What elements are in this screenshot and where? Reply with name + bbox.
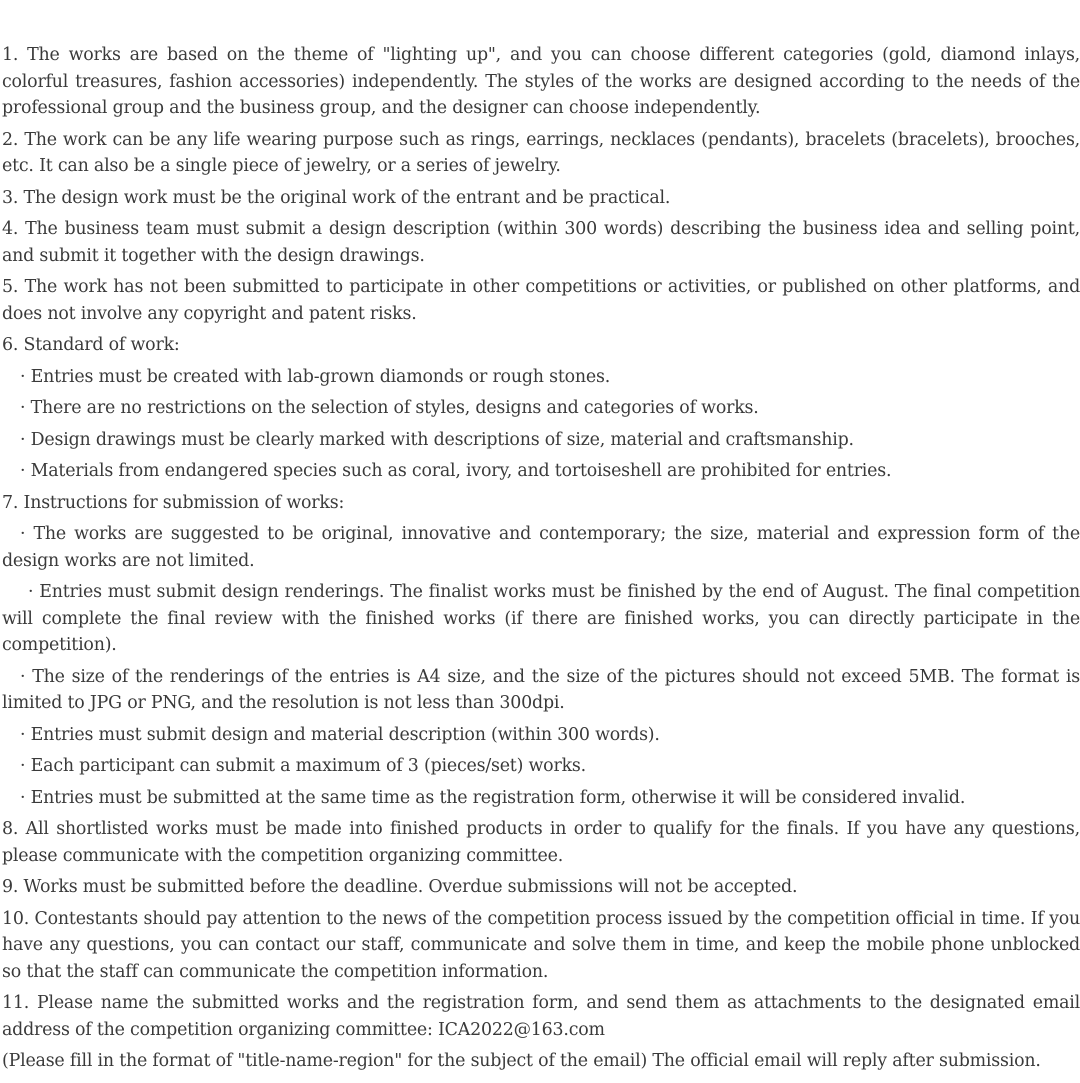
rule-item-7-bullet: · The size of the renderings of the entries is A4 size, and the size of the pictures should not exceed 5MB. The format is limited to JPG or PNG, and the resolution is not less than 300dpi. <box>2 666 1080 713</box>
rule-item-7-bullet: · Entries must submit design renderings. The finalist works must be finished by the end of August. The final competition will complete the final review with the finished works (if there are finished works, you can directly participate in the competition). <box>2 582 1080 655</box>
rule-item-11: 11. Please name the submitted works and the registration form, and send them as attachments to the designated email address of the competition organizing committee: ICA2022@163.com <box>2 993 1080 1040</box>
rule-item-1: 1. The works are based on the theme of "lighting up", and you can choose different categories (gold, diamond inlays, colorful treasures, fashion accessories) independently. The styles of the works are designed according to the needs of the professional group and the business group, and the designer can choose independently. <box>2 45 1080 118</box>
rule-item-5: 5. The work has not been submitted to participate in other competitions or activities, or published on other platforms, and does not involve any copyright and patent risks. <box>2 277 1080 324</box>
rule-item-7-heading: 7. Instructions for submission of works: <box>2 492 345 513</box>
rule-item-6-bullet: · There are no restrictions on the selection of styles, designs and categories of works. <box>20 398 759 418</box>
rule-item-6-bullet: · Materials from endangered species such as coral, ivory, and tortoiseshell are prohibited for entries. <box>20 461 892 481</box>
rules-document <box>2 42 1080 1075</box>
rule-item-7-bullet: · Entries must submit design and material description (within 300 words). <box>20 724 660 745</box>
rule-item-6-heading: 6. Standard of work: <box>2 335 180 355</box>
rule-item-10: 10. Contestants should pay attention to the news of the competition process issued by the competition official in time. If you have any questions, you can contact our staff, communicate and solve them in time, and keep the mobile phone unblocked so that the staff can communicate the competition information. <box>2 908 1080 982</box>
rule-item-7-bullet: · The works are suggested to be original, innovative and contemporary; the size, material and expression form of the design works are not limited. <box>2 524 1080 571</box>
rule-item-9: 9. Works must be submitted before the deadline. Overdue submissions will not be accepted. <box>2 877 798 897</box>
rule-item-3: 3. The design work must be the original work of the entrant and be practical. <box>2 187 671 208</box>
rule-item-7-bullet: · Entries must be submitted at the same time as the registration form, otherwise it will be considered invalid. <box>20 787 966 808</box>
email-subject-note: (Please fill in the format of "title-name-region" for the subject of the email) The official email will reply after submission. <box>2 1051 1041 1071</box>
rule-item-6-bullet: · Entries must be created with lab-grown diamonds or rough stones. <box>20 366 611 387</box>
rule-item-7-bullet: · Each participant can submit a maximum of 3 (pieces/set) works. <box>20 756 586 776</box>
rule-item-8: 8. All shortlisted works must be made into finished products in order to qualify for the finals. If you have any questions, please communicate with the competition organizing committee. <box>2 819 1080 866</box>
rule-item-2: 2. The work can be any life wearing purpose such as rings, earrings, necklaces (pendants), bracelets (bracelets), brooches, etc. It can also be a single piece of jewelry, or a series of jewelry. <box>2 129 1080 176</box>
rule-item-4: 4. The business team must submit a design description (within 300 words) describing the business idea and selling point, and submit it together with the design drawings. <box>2 219 1080 266</box>
rule-item-6-bullet: · Design drawings must be clearly marked with descriptions of size, material and craftsmanship. <box>20 429 854 450</box>
